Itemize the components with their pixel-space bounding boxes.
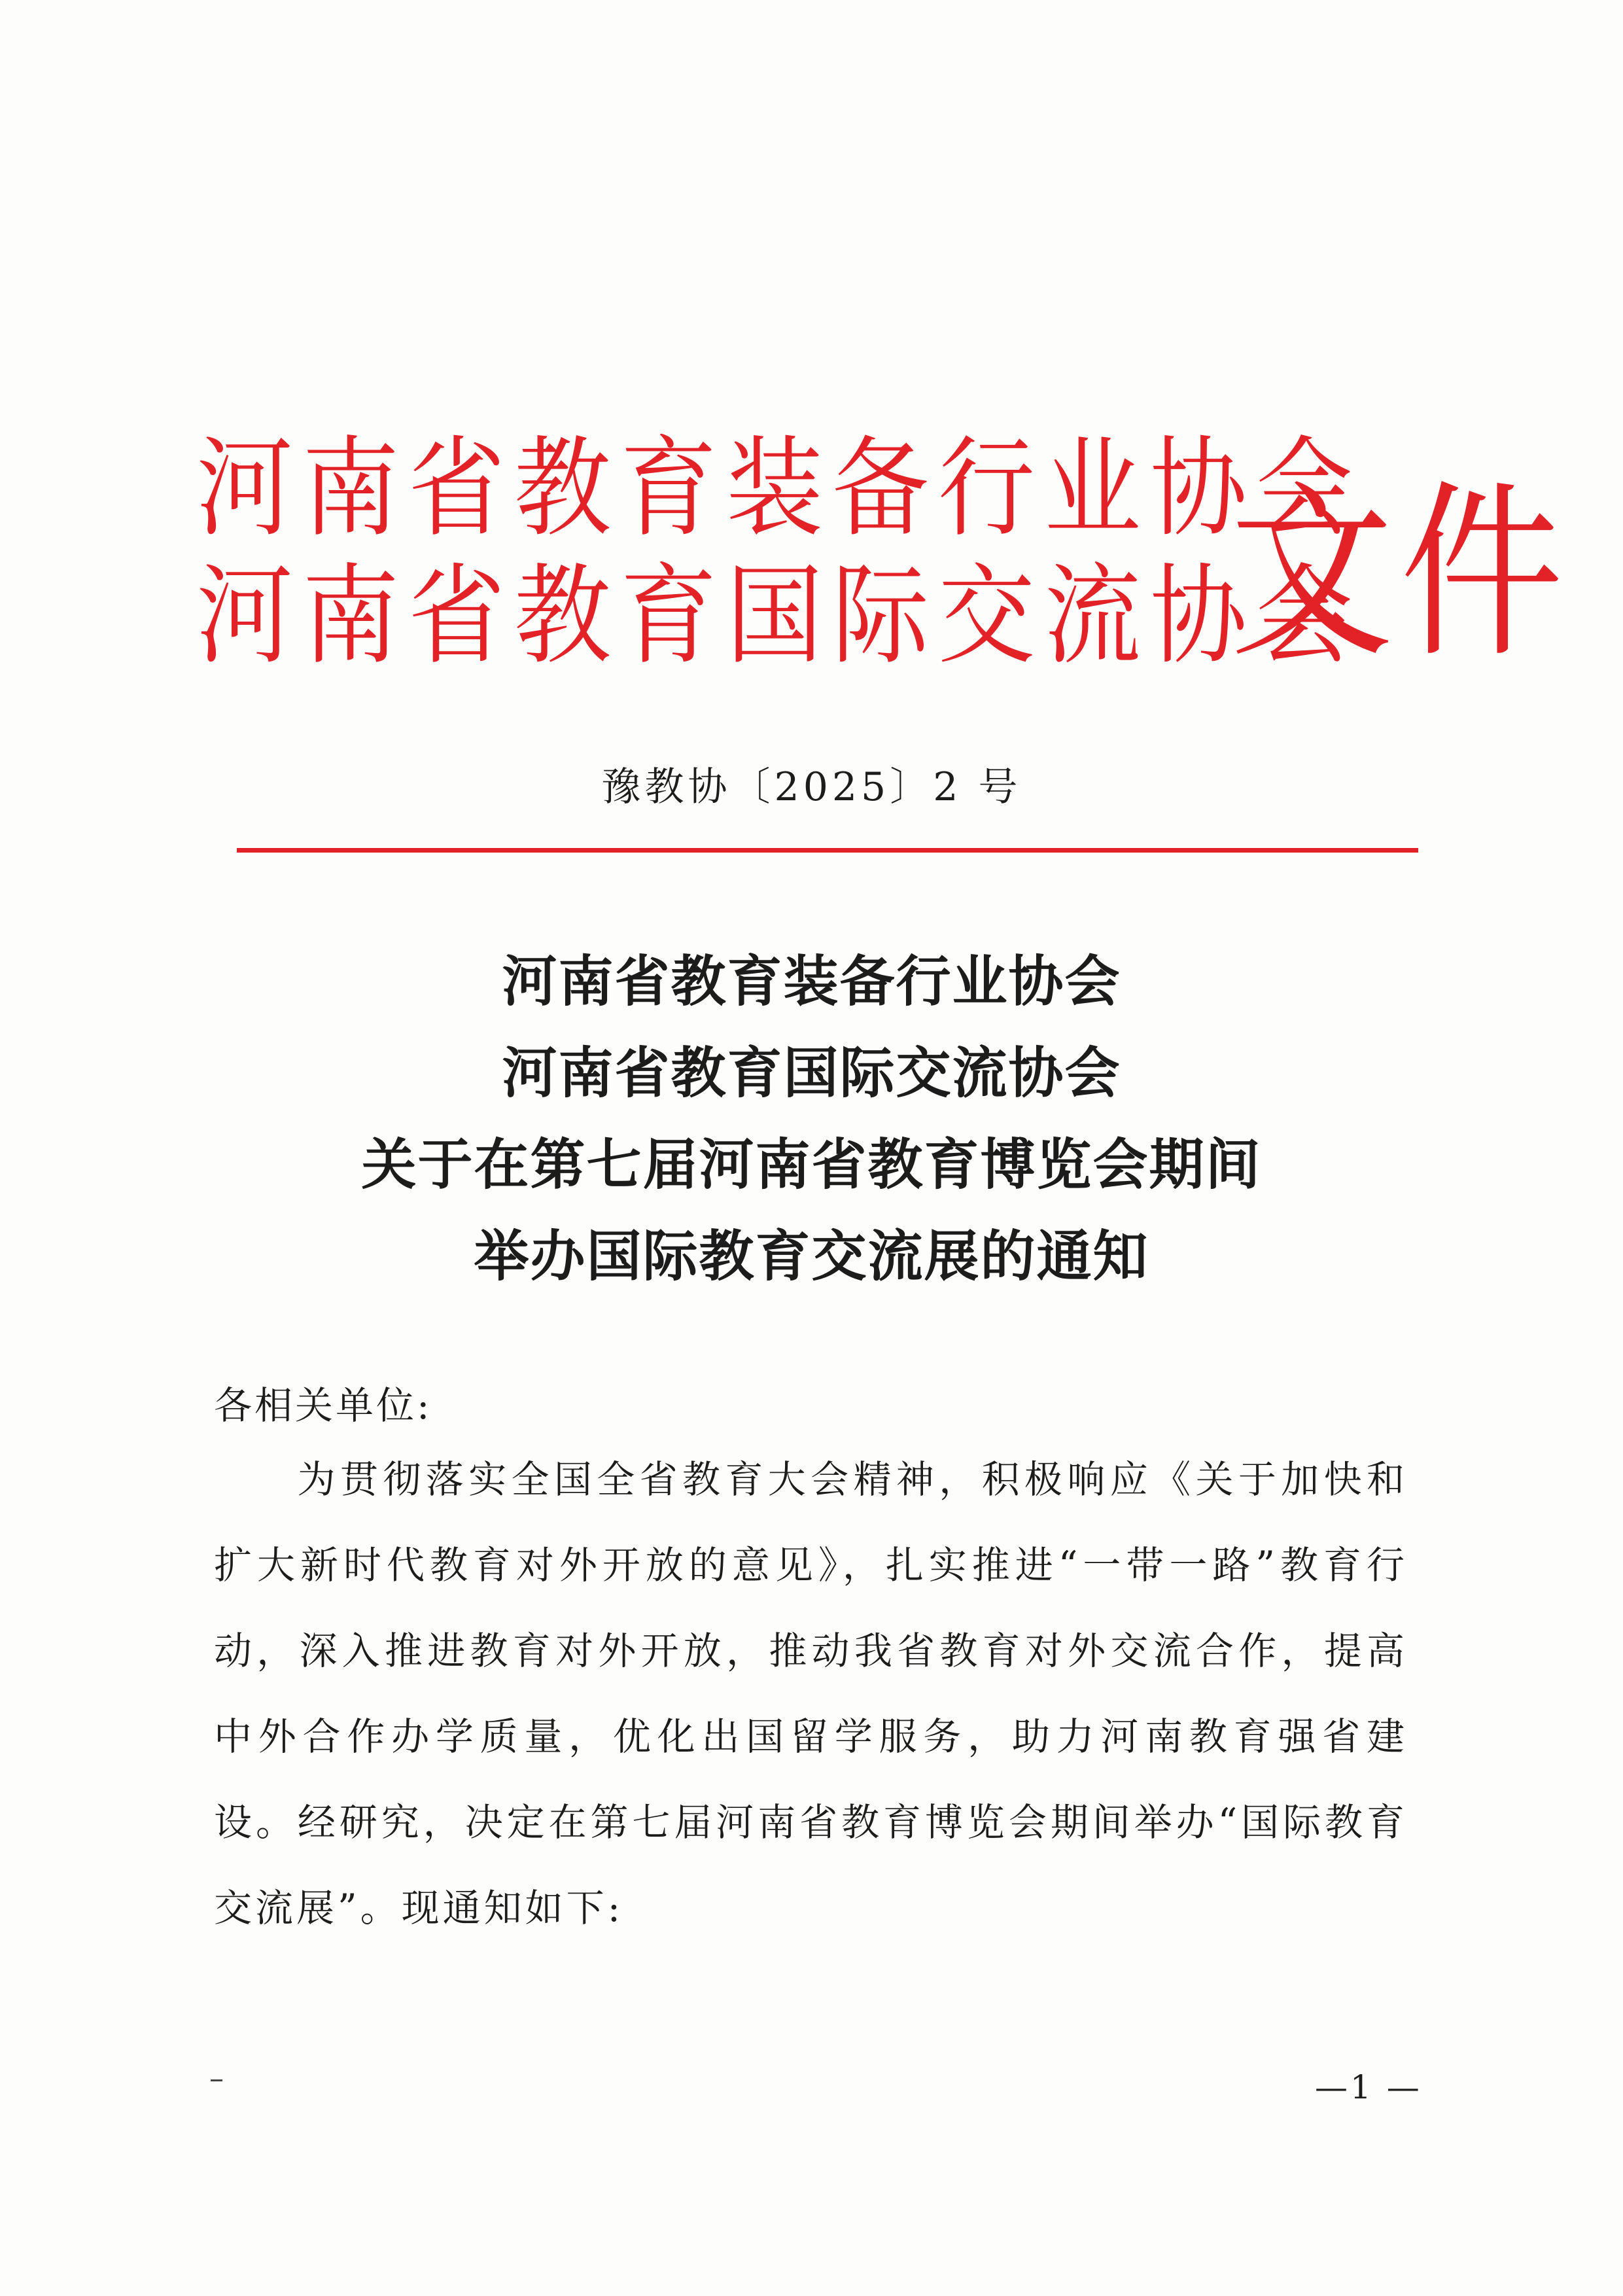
salutation: 各相关单位: xyxy=(214,1383,432,1428)
title-line-2: 河南省教育国际交流协会 xyxy=(502,1041,1121,1105)
body-text xyxy=(214,1437,1408,1951)
footer-dash xyxy=(211,2079,222,2081)
title-line-1: 河南省教育装备行业协会 xyxy=(502,949,1121,1014)
letterhead-org-line-1: 河南省教育装备行业协会 xyxy=(196,425,1362,552)
letterhead-org-line-2: 河南省教育国际交流协会 xyxy=(196,553,1362,679)
red-divider-line xyxy=(237,848,1418,853)
page-number: —1 — xyxy=(1315,2068,1422,2106)
title-line-3: 关于在第七届河南省教育博览会期间 xyxy=(361,1133,1262,1197)
red-letterhead xyxy=(196,406,1570,683)
body-paragraph-1: 为贯彻落实全国全省教育大会精神，积极响应《关于加快和扩大新时代教育对外开放的意见》，扎实推进“一带一路”教育行动，深入推进教育对外开放，推动我省教育对外交流合作，提高中外合作办学质量，优化出国留学服务，助力河南教育强省建设。经研究，决定在第七届河南省教育博览会期间举办“国际教育交流展”。现通知如下: xyxy=(214,1457,1408,1930)
document-number: 豫教协〔2025〕2 号 xyxy=(601,764,1022,810)
letterhead-doc-word: 文件 xyxy=(1230,463,1570,683)
title-line-4: 举办国际教育交流展的通知 xyxy=(474,1224,1149,1288)
notice-title xyxy=(0,936,1623,1302)
